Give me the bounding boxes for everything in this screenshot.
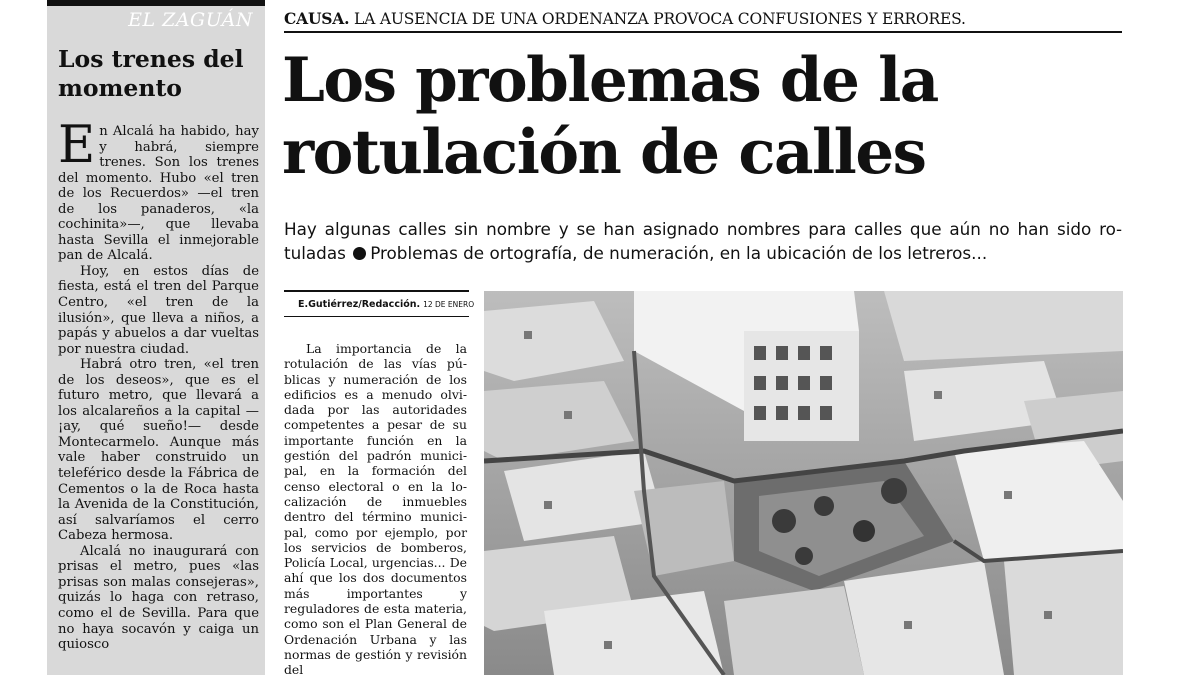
sidebar-column: [47, 0, 265, 675]
aerial-town-photo: [484, 291, 1123, 675]
sidebar-paragraph: Alcalá no inaugurará con prisas el metro, pues «las prisas son malas consejeras», quizás lo haga con retraso, como el de Sevilla. Para que no haya socavón y caiga un quiosco: [58, 543, 259, 653]
byline-top-rule: [284, 290, 469, 292]
deck-part-2: Problemas de ortografía, de numeración, en la ubicación de los letreros...: [370, 243, 988, 263]
sidebar-paragraph: Habrá otro tren, «el tren de los deseos», que es el futuro metro, que llevará a los alcalareños a la capital —¡ay, qué sueño!— desde Montecarmelo. Aunque más vale haber construido un teleférico desde la Fábrica de Cementos o la de Roca hasta la Avenida de la Constitución, así salvaríamos el cerro Cabeza hermosa.: [58, 357, 259, 544]
sidebar-paragraph: Hoy, en estos días de fiesta, está el tren del Parque Centro, «el tren de la ilusión», que lleva a niños, a papás y abuelos a dar vueltas por nuestra ciudad.: [58, 263, 259, 357]
byline-bottom-rule: [284, 316, 469, 317]
sidebar-paragraph: En Alcalá ha habido, hay y habrá, siempre trenes. Son los trenes del momento. Hubo «el tren de los Recuerdos» —el tren de los panaderos, «la cochinita»—, que llevaba hasta Sevilla el inmejorable pan de Alcalá.: [58, 116, 259, 264]
sidebar-title-line-2: momento: [58, 74, 182, 102]
bullet-icon: [353, 247, 366, 260]
section-label: EL ZAGUÁN: [128, 9, 253, 31]
article-kicker: [284, 9, 1124, 28]
article-deck: [284, 217, 1122, 265]
headline-line-1: Los problemas de la: [282, 45, 938, 116]
byline-date: 12 DE ENERO: [423, 300, 475, 309]
aerial-photo-image: [484, 291, 1123, 675]
sidebar-top-rule: [47, 0, 265, 6]
byline: [298, 299, 474, 310]
article-headline: [282, 45, 1162, 189]
byline-author: E.Gutiérrez/Redacción.: [298, 299, 421, 310]
byline-box: [284, 290, 475, 318]
sidebar-title: [58, 45, 258, 103]
article-body: [284, 341, 467, 678]
headline-line-2: rotulación de calles: [282, 117, 926, 188]
article-paragraph: La importancia de la rotulación de las vías públicas y numeración de los edificios es a menudo olvidada por las autoridades competentes a pesar de su importante función en la gestión del padrón municipal, en la formación del censo electoral o en la localización de inmuebles dentro del término municipal, como por ejemplo, por los servicios de bomberos, Policía Local, urgencias... De ahí que los dos documentos más importantes y reguladores de esta materia, como son el Plan General de Ordenación Urbana y las normas de gestión y revisión del: [284, 341, 467, 678]
kicker-text: LA AUSENCIA DE UNA ORDENANZA PROVOCA CONFUSIONES Y ERRORES.: [349, 10, 966, 28]
drop-cap: E: [58, 116, 96, 175]
sidebar-body: [58, 116, 259, 653]
kicker-label: CAUSA.: [284, 9, 350, 28]
sidebar-title-line-1: Los trenes del: [58, 45, 244, 73]
kicker-rule: [284, 31, 1122, 33]
deck-part-1: Hay algunas calles sin nombre y se han asignado nombres para calles que aún no han sido rotuladas: [284, 219, 1122, 263]
